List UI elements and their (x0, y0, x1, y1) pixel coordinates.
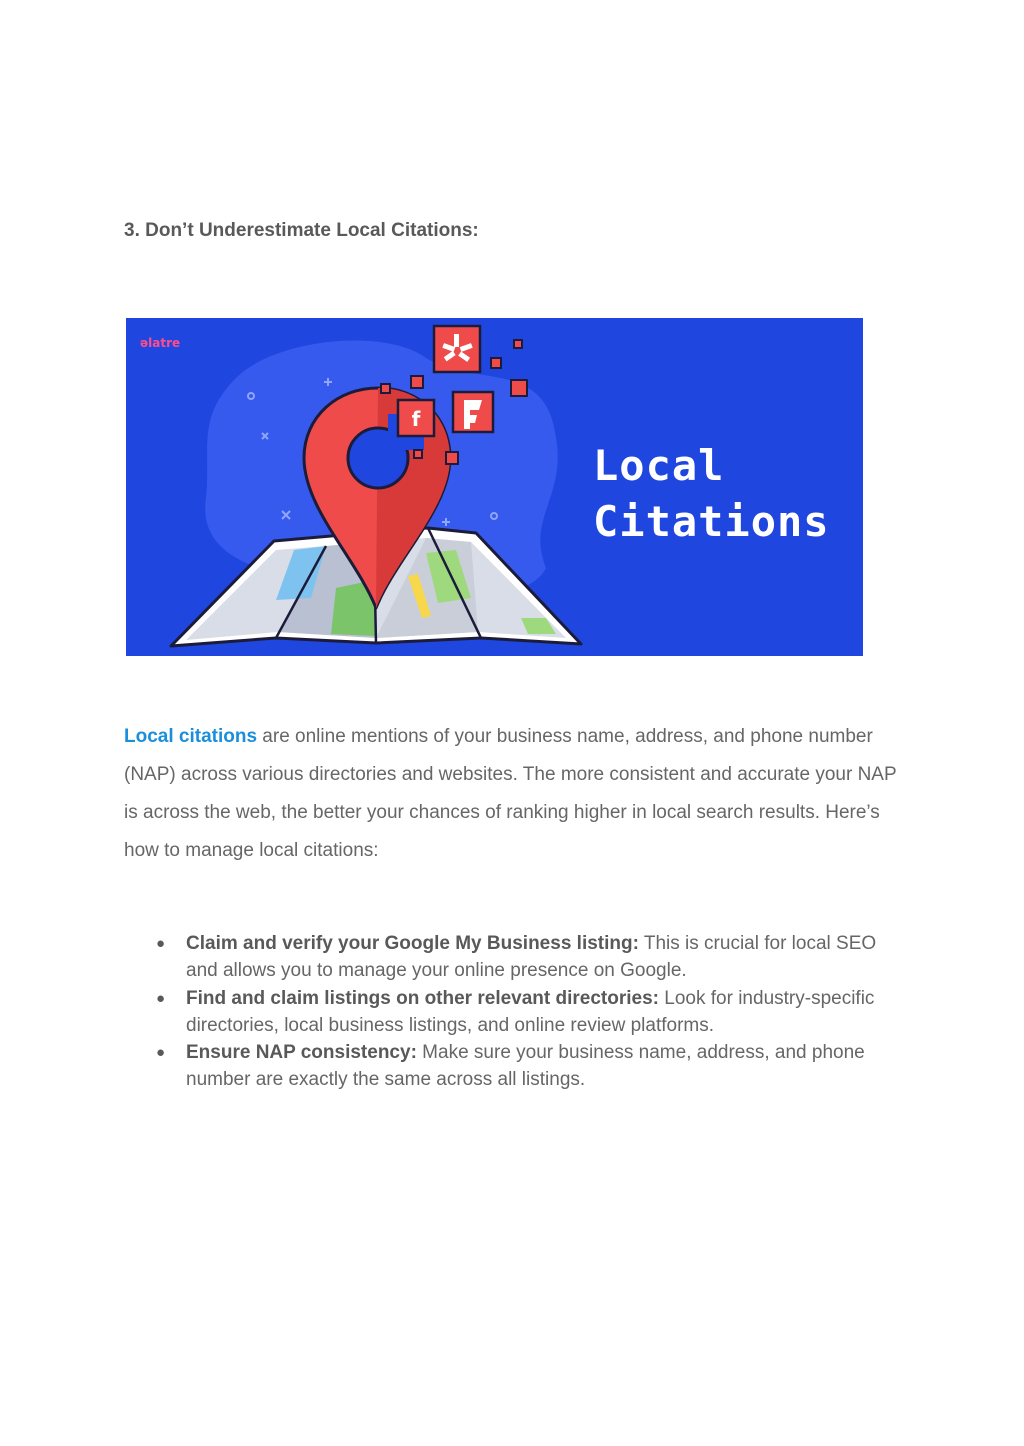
list-item (124, 985, 904, 1040)
tips-list (124, 930, 904, 1094)
banner-title-line-2: Citations (593, 497, 830, 546)
section-heading: 3. Don’t Underestimate Local Citations: (124, 220, 479, 241)
banner-title (593, 438, 830, 550)
yelp-icon (434, 326, 480, 372)
list-item (124, 1039, 904, 1094)
list-item-text: This is crucial for local SEO and allows you to manage your online presence on Google. (186, 933, 877, 982)
facebook-icon (398, 400, 434, 436)
intro-paragraph (124, 718, 904, 870)
list-item (124, 930, 904, 985)
local-citations-link[interactable]: Local citations (124, 726, 258, 747)
bullet-icon: ● (156, 1044, 166, 1062)
bullet-icon: ● (156, 989, 166, 1007)
intro-paragraph-text: are online mentions of your business name, address, and phone number (NAP) across various directories and websites. The more consistent and accurate your NAP is across the web, the better your chances of ranking higher in local search results. Here’s how to manage local citations: (124, 726, 897, 861)
list-item-text: Look for industry-specific directories, local business listings, and online review platforms. (186, 987, 875, 1036)
brand-logo: əlatre (140, 336, 181, 350)
list-item-title: Find and claim listings on other relevant directories: (186, 987, 659, 1009)
local-citations-banner (126, 318, 863, 656)
banner-title-line-1: Local (593, 441, 725, 490)
bullet-icon: ● (156, 935, 166, 952)
list-item-title: Ensure NAP consistency: (186, 1042, 417, 1064)
foursquare-icon (453, 392, 493, 432)
svg-text:f: f (411, 407, 421, 431)
list-item-title: Claim and verify your Google My Business listing: (186, 933, 639, 954)
list-item-text: Make sure your business name, address, and phone number are exactly the same across all listings. (186, 1042, 865, 1091)
